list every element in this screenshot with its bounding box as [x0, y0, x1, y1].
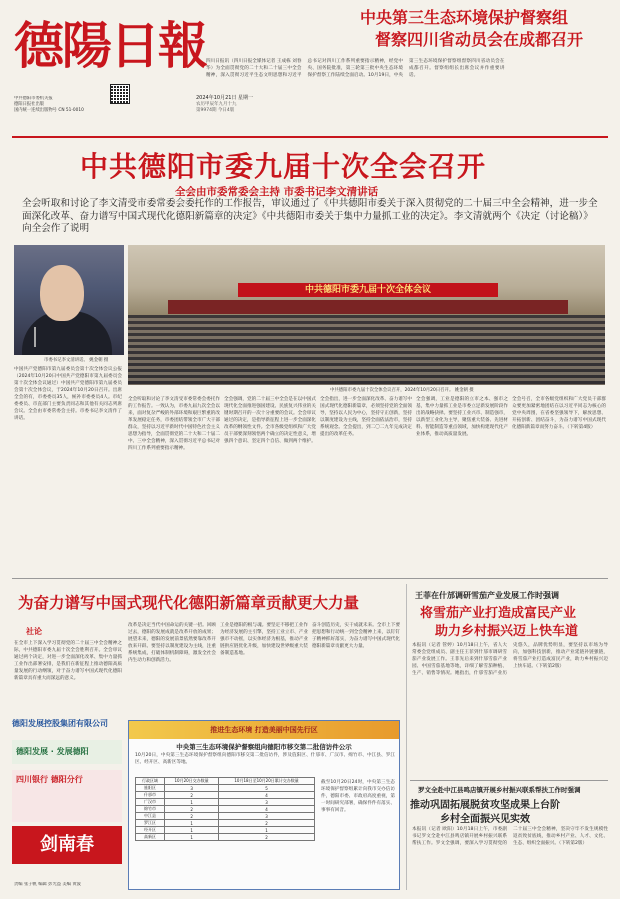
qr-code-icon — [110, 84, 130, 104]
table-cell: 1 — [165, 820, 219, 827]
table-header-row — [136, 778, 315, 785]
divider — [12, 136, 608, 138]
table-row — [136, 806, 315, 813]
table-row — [136, 813, 315, 820]
meta-line-3: 国内统一连续出版物号 CN 51-0010 — [14, 108, 84, 113]
table-cell: 经开区 — [136, 827, 165, 834]
top-story-headline-2[interactable]: 督察四川省动员会在成都召开 — [375, 30, 584, 49]
table-row — [136, 785, 315, 792]
main-body-col-3: 全会指出，进一步全面深化改革、奋力谱写中国式现代化德阳新篇章，必须坚持党的全面领导，坚持以人民为中心，坚持守正创新，坚持以制度建设为主线，坚持全面依法治市，坚持系统观念。全会提出，到二〇二九年完成决定提出的改革任务。 — [320, 397, 412, 437]
main-body-col-4: 全会强调，工业是德阳的立市之本、强市之基，集中力量抓工业是市委立足新发展阶段作出的战略抉择。要坚持工业兴市、制造强市，以新型工业化为主导，聚焦重大装备、先进材料、智能制造等重点领域，加快构建现代化产业体系，推动高质量发展。 — [416, 397, 508, 437]
editorial-body-3: 工业是德阳的根与魂。要坚定不移把工业作为经济发展的主引擎，坚持工业立市、产业强市不动摇，以实体经济为根基，推动产业链供应链优化升级，加快建设世界级重大装备制造基地。 — [220, 623, 308, 656]
table-cell: 2 — [219, 834, 315, 841]
issue-info: 第9974期 今日4版 — [196, 108, 235, 113]
table-cell: 3 — [165, 785, 219, 792]
top-story-body: 四川日报讯（四川日报全媒体记者 王成栋 刘春华）为全面贯彻党的二十大和二十届三中全会精神，深入贯彻习近平生态文明思想和习近平总书记对四川工作系列重要指示精神，经党中央、国务院批准，第三轮第三批中央生态环境保护督察工作陆续全面启动。10月19日，中央第三生态环境保护督察组督察四川省动员会在成都召开。督察组组长出席会议并作重要讲话。 — [206, 59, 505, 79]
table-cell: 2 — [219, 820, 315, 827]
ad-slogan[interactable]: 德阳发展 · 发展德阳 — [12, 740, 122, 764]
table-row — [136, 834, 315, 841]
editorial-headline[interactable]: 为奋力谱写中国式现代化德阳新篇章贡献更大力量 — [18, 594, 360, 612]
table-cell: 1 — [219, 827, 315, 834]
table-cell: 2 — [165, 792, 219, 799]
right-story-1-kicker: 王菲在什邡调研雪茄产业发展工作时强调 — [415, 591, 559, 600]
main-body-col-2: 全会强调，党的二十届三中全会是在以中国式现代化全面推进强国建设、民族复兴伟业的关键时期召开的一次十分重要的会议。全会审议通过的决定，是指导新征程上进一步全面深化改革的纲领性文件。全市各级党组织和广大党员干部要深刻领悟两个确立的决定性意义，增强四个意识、坚定四个自信、做到两个维护。 — [224, 397, 316, 444]
photo-banner: 中共德阳市委九届十次全体会议 — [238, 283, 498, 297]
caption-main: 中共德阳市委九届十次全体会议召开，2024年10月20日召开。 姚金朝 摄 — [330, 388, 474, 393]
lunar-date: 农历甲辰年九月十九 — [196, 102, 237, 107]
table-cell: 高新区 — [136, 834, 165, 841]
meta-line-1: 中共德阳市委机关报 — [14, 96, 53, 101]
ad-development-group[interactable]: 德阳发展控股集团有限公司 — [12, 719, 108, 728]
main-lead: 全会听取和讨论了李文清受市委常委会委托作的工作报告，审议通过了《中共德阳市委关于深入贯彻党的二十届三中全会精神，进一步全面深化改革、奋力谱写中国式现代化德阳新篇章的决定》《中共德阳市委关于集中力量抓工业的决定》。李文清就两个《决定（讨论稿）》向全会作了说明 — [22, 198, 598, 234]
divider — [410, 780, 608, 781]
ad-jiannanchun[interactable]: 剑南春 — [12, 826, 122, 864]
table-cell: 2 — [165, 813, 219, 820]
table-cell: 1 — [165, 834, 219, 841]
notice-title[interactable]: 中央第三生态环境保护督察组向德阳市移交第二批信访件公示 — [176, 743, 352, 751]
meta-line-2: 德阳日报社出版 — [14, 102, 45, 107]
notice-side-text: 截至10月20日24时，中央第三生态环境保护督察组累计向我市交办信访件，德阳市委、市政府高度重视，第一时间研究部署，确保件件有落实、事事有回音。 — [321, 780, 395, 813]
table-header: 10月18日至10月20日累计交办数量 — [219, 778, 315, 785]
editorial-label: 社论 — [26, 627, 42, 636]
table-cell: 广汉市 — [136, 799, 165, 806]
plenary-photo — [128, 245, 605, 385]
notice-banner: 推进生态环境 打造美丽中国先行区 — [129, 721, 399, 739]
footer-credits: 责编 张子帆 编辑 彭光益 美编 黄波 — [14, 882, 81, 887]
table-cell: 4 — [219, 806, 315, 813]
table-cell: 中江县 — [136, 813, 165, 820]
table-cell: 旌阳区 — [136, 785, 165, 792]
table-row — [136, 792, 315, 799]
editorial-body-2: 改革是决定当代中国命运的关键一招。回顾过去，德阳的发展成就是改革开放的成果；展望未来，德阳的发展前景依然要靠改革开放来开辟。要坚持以制度建设为主线，注重系统集成，打破体制机制障碍，激发全社会内生动力和创新活力。 — [128, 623, 216, 663]
editorial-body-1: 在全市上下深入学习贯彻党的二十届三中全会精神之际，中共德阳市委九届十次全会胜利召开。全会审议通过两个决定，对进一步全面深化改革、集中力量抓工业作出部署安排，是我们在新征程上推动德阳高质量发展的行动纲领，对于奋力谱写中国式现代化德阳新篇章具有重大而深远的意义。 — [14, 641, 122, 681]
petition-table — [135, 777, 315, 841]
microphone-icon — [34, 327, 36, 347]
table-cell: 3 — [219, 799, 315, 806]
main-headline[interactable]: 中共德阳市委九届十次全会召开 — [80, 150, 487, 183]
table-row — [136, 827, 315, 834]
top-story-headline-1[interactable]: 中央第三生态环境保护督察组 — [360, 8, 569, 27]
right-story-2-headline-1[interactable]: 推动巩固拓展脱贫攻坚成果上台阶 — [410, 800, 560, 811]
petition-notice-box — [128, 720, 400, 890]
main-subtitle: 全会由市委常委会主持 市委书记李文清讲话 — [175, 186, 379, 198]
speaker-photo — [14, 245, 124, 355]
editorial-body-4: 奋斗创造历史，实干成就未来。全市上下要把思想和行动统一到全会精神上来，以钉钉子精神抓好落实，为奋力谱写中国式现代化德阳新篇章贡献更大力量。 — [312, 623, 400, 649]
right-story-1-headline-2[interactable]: 助力乡村振兴迈上快车道 — [435, 624, 579, 639]
main-body-col-5: 全会号召，全市各级党组织和广大党员干部群众要更加紧密地团结在以习近平同志为核心的党中央周围，在省委坚强领导下，解放思想、开拓创新、团结奋斗，为奋力谱写中国式现代化德阳新篇章而努力奋斗。（下转第4版） — [512, 397, 606, 430]
table-cell: 罗江区 — [136, 820, 165, 827]
main-body-left: 中国共产党德阳市第九届委员会第十次全体会议公报（2024年10月20日中国共产党德阳市第九届委员会第十次全体会议通过）中国共产党德阳市第九届委员会第十次全体会议，于2024年10月20日召开。出席全会的有，市委委员35人，候补市委委员4人。市纪委委员、市直部门主要负责同志和其他有关同志列席会议。全会由市委常委会主持。市委书记李文清作了讲话。 — [14, 367, 122, 421]
table-cell: 4 — [219, 792, 315, 799]
table-cell: 1 — [165, 799, 219, 806]
table-cell: 什邡市 — [136, 792, 165, 799]
date-text: 2024年10月21日 星期一 — [196, 95, 254, 101]
divider — [406, 584, 407, 890]
right-story-1-body: 本报讯（记者 管婷）10月18日上午，省人大常委会党组成员、副主任王菲到什邡市调研雪茄产业发展工作。王菲先后来到什邡雪茄产业园、中国雪茄基地等地，详细了解雪茄种植、生产、销售等情况。她指出，什邡雪茄产业历史悠久，品牌优势明显，要坚持以市场为导向，加强科技创新，推动产业延链补链强链，将雪茄产业打造成富民产业，助力乡村振兴迈上快车道。（下转第2版） — [412, 643, 608, 676]
right-story-1-headline-1[interactable]: 将雪茄产业打造成富民产业 — [420, 606, 577, 621]
photo-stage — [168, 300, 568, 314]
table-cell: 2 — [165, 806, 219, 813]
ad-bank[interactable]: 四川银行 德阳分行 — [12, 770, 122, 822]
table-cell: 3 — [219, 813, 315, 820]
speaker-face — [40, 265, 84, 321]
table-cell: 绵竹市 — [136, 806, 165, 813]
divider — [12, 578, 608, 579]
photo-audience — [128, 315, 605, 385]
main-body-col-1: 全会听取和讨论了李文清受市委常委会委托作的工作报告。一致认为，市委九届九次全会以来，面对复杂严峻的外部环境和艰巨繁重的改革发展稳定任务，市委团结带领全市广大干部群众，坚持以习近平新时代中国特色社会主义思想为指导，全面贯彻党的二十大和二十届二中、三中全会精神，深入贯彻习近平总书记对四川工作系列重要指示精神。 — [128, 397, 220, 451]
right-story-2-headline-2[interactable]: 乡村全面振兴见实效 — [440, 814, 530, 825]
table-header: 行政区域 — [136, 778, 165, 785]
table-cell: 5 — [219, 785, 315, 792]
masthead-meta — [14, 96, 106, 114]
table-row — [136, 820, 315, 827]
table-row — [136, 799, 315, 806]
notice-intro: 10月20日，中央第三生态环境保护督察组向德阳市移交第二批信访件，涉及旌阳区、什邡市、广汉市、绵竹市、中江县、罗江区、经开区、高新区等地。 — [135, 753, 395, 765]
table-cell: 1 — [165, 827, 219, 834]
right-story-2-kicker: 罗文全赴中江县鸣店镇开展乡村振兴联系帮扶工作时强调 — [418, 786, 581, 794]
right-story-2-body: 本报讯（记者 欧阳）10月18日上午，市委副书记罗文全赴中江县鸣店镇开展乡村振兴联系帮扶工作。罗文全强调，要深入学习贯彻党的二十届三中全会精神，坚决守牢不发生规模性返贫致贫底线，推动乡村产业、人才、文化、生态、组织全面振兴。（下转第2版） — [412, 827, 608, 846]
table-header: 10月20日交办数量 — [165, 778, 219, 785]
caption-left: 市委书记李文清讲话。 姚金朝 摄 — [44, 358, 109, 363]
masthead-title: 德陽日報 — [14, 16, 206, 75]
